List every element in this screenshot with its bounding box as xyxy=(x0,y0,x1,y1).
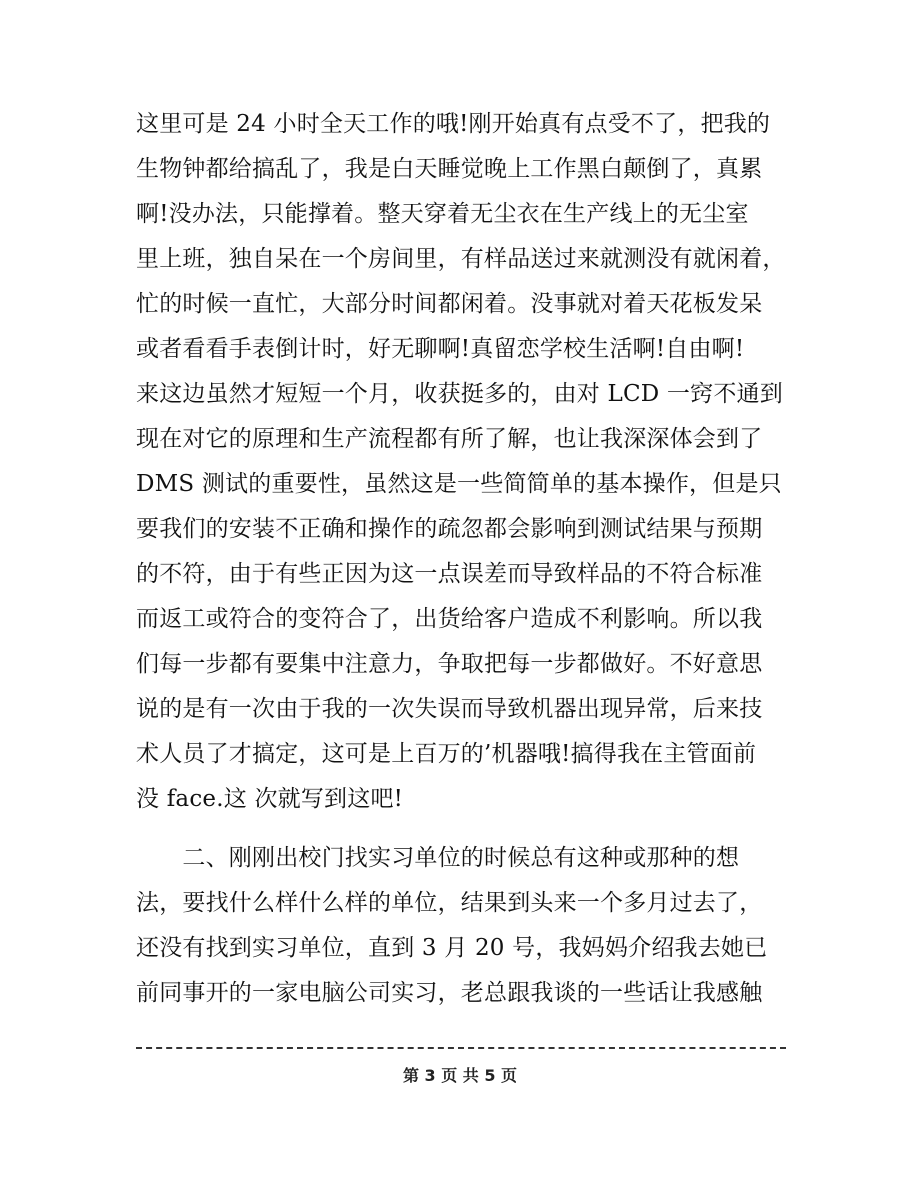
text-line: 啊!没办法，只能撑着。整天穿着无尘衣在生产线上的无尘室 xyxy=(136,201,749,227)
text-line: 现在对它的原理和生产流程都有所了解，也让我深深体会到了 xyxy=(136,426,763,452)
text-line: 来这边虽然才短短一个月，收获挺多的，由对 LCD 一窍不通到 xyxy=(136,381,783,407)
text-line: 的不符，由于有些正因为这一点误差而导致样品的不符合标准 xyxy=(136,561,763,587)
text-line: 法，要找什么样什么样的单位，结果到头来一个多月过去了， xyxy=(136,890,763,916)
text-line: 没 face.这 次就写到这吧! xyxy=(136,786,404,812)
text-line: 还没有找到实习单位，直到 3 月 20 号，我妈妈介绍我去她已 xyxy=(136,935,768,961)
paragraph-spacing xyxy=(136,822,796,836)
paragraph-1 xyxy=(136,102,796,822)
text-line: 说的是有一次由于我的一次失误而导致机器出现异常，后来技 xyxy=(136,696,763,722)
text-line: 术人员了才搞定，这可是上百万的’机器哦!搞得我在主管面前 xyxy=(136,741,757,767)
paragraph-2 xyxy=(136,836,796,1016)
footer-divider xyxy=(136,1047,786,1049)
text-line: 里上班，独自呆在一个房间里，有样品送过来就测没有就闲着， xyxy=(136,246,786,272)
text-line: DMS 测试的重要性，虽然这是一些简简单的基本操作，但是只 xyxy=(136,471,782,497)
document-body xyxy=(136,102,796,1016)
text-line: 们每一步都有要集中注意力，争取把每一步都做好。不好意思 xyxy=(136,651,763,677)
text-line: 忙的时候一直忙，大部分时间都闲着。没事就对着天花板发呆 xyxy=(136,291,763,317)
text-line: 前同事开的一家电脑公司实习，老总跟我谈的一些话让我感触 xyxy=(136,980,763,1006)
page-number: 第 3 页 共 5 页 xyxy=(402,1066,518,1085)
text-line: 要我们的安装不正确和操作的疏忽都会影响到测试结果与预期 xyxy=(136,516,763,542)
text-line: 生物钟都给搞乱了，我是白天睡觉晚上工作黑白颠倒了，真累 xyxy=(136,156,763,182)
text-line: 二、刚刚出校门找实习单位的时候总有这种或那种的想 xyxy=(136,845,740,871)
text-line: 这里可是 24 小时全天工作的哦!刚开始真有点受不了，把我的 xyxy=(136,111,771,137)
text-line: 或者看看手表倒计时，好无聊啊!真留恋学校生活啊!自由啊! xyxy=(136,336,745,362)
text-line: 而返工或符合的变符合了，出货给客户造成不利影响。所以我 xyxy=(136,606,763,632)
